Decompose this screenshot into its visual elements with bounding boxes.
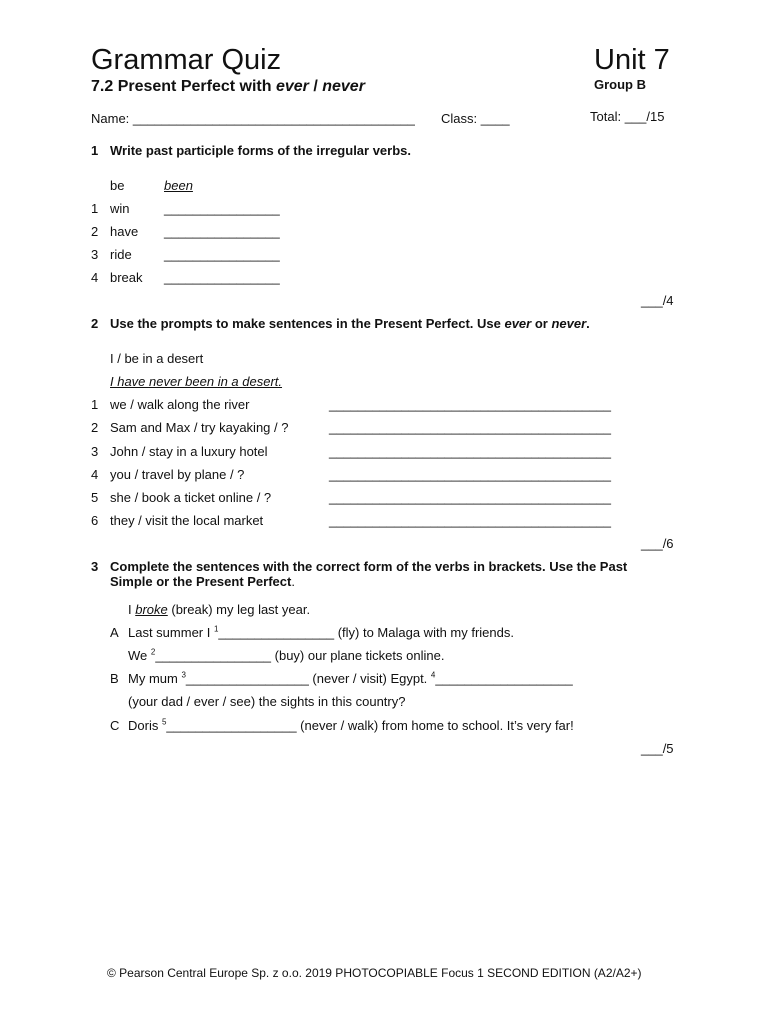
section1-instruction: Write past participle forms of the irregular verbs.: [110, 143, 412, 158]
section1-answer-field[interactable]: ________________: [164, 201, 280, 216]
section3-gap-2[interactable]: ________________ (buy) our plane tickets online.: [155, 648, 445, 663]
section3-gap-4[interactable]: ___________________: [435, 671, 573, 686]
name-field[interactable]: _______________________________________: [132, 111, 415, 126]
gap-number-3: 3: [181, 670, 186, 680]
section1-answer-field[interactable]: ________________: [164, 224, 280, 239]
section1-score[interactable]: ___/4: [641, 293, 674, 308]
section2-item-prompt: she / book a ticket online / ?: [110, 490, 272, 505]
section1-example-verb: be: [110, 178, 125, 193]
section2-answer-field[interactable]: _______________________________________: [329, 490, 611, 505]
section2-item-num: 5: [91, 490, 99, 505]
gap-number-2: 2: [150, 647, 156, 657]
section3-line-b2: (your dad / ever / see) the sights in this country?: [128, 694, 406, 709]
total-line: [590, 109, 664, 124]
section3-instruction-end: .: [291, 574, 295, 589]
section1-item-num: 2: [91, 224, 99, 239]
section3-a2-start: We: [128, 648, 151, 663]
section3-example-end: (break) my leg last year.: [167, 602, 311, 617]
quiz-title: Grammar Quiz: [91, 44, 282, 76]
section1-item-verb: have: [110, 224, 139, 239]
gap-number-4: 4: [430, 670, 436, 680]
section2-item-num: 4: [91, 467, 99, 482]
section3-instruction-line2: [110, 574, 295, 589]
section2-item-prompt: Sam and Max / try kayaking / ?: [110, 420, 289, 435]
section3-line-c: [128, 718, 574, 733]
section1-item-verb: win: [110, 201, 130, 216]
section2-answer-field[interactable]: _______________________________________: [329, 444, 611, 459]
section1-example-answer: been: [164, 178, 193, 193]
section2-answer-field[interactable]: _______________________________________: [329, 397, 611, 412]
section3-instruction-bold: Simple or the Present Perfect: [110, 574, 292, 589]
section3-example-start: I: [128, 602, 136, 617]
section1-item-num: 4: [91, 270, 99, 285]
section1-answer-field[interactable]: ________________: [164, 270, 280, 285]
section3-label-c: C: [110, 718, 120, 733]
section2-item-num: 6: [91, 513, 99, 528]
section3-example: [128, 602, 310, 617]
section3-gap-3[interactable]: _________________ (never / visit) Egypt.: [185, 671, 431, 686]
section3-c-start: Doris: [128, 718, 162, 733]
gap-number-1: 1: [213, 624, 219, 634]
section2-item-num: 1: [91, 397, 99, 412]
section2-instruction-text: Use the prompts to make sentences in the Present Perfect. Use: [110, 316, 505, 331]
section1-item-verb: break: [110, 270, 143, 285]
class-line: [441, 111, 510, 126]
section3-number: 3: [91, 559, 99, 574]
section2-item-num: 3: [91, 444, 99, 459]
subtitle-prefix: 7.2 Present Perfect with: [91, 78, 276, 95]
section2-answer-field[interactable]: _______________________________________: [329, 513, 611, 528]
quiz-subtitle: [91, 78, 365, 96]
section3-example-answer: broke: [135, 602, 168, 617]
section2-item-prompt: John / stay in a luxury hotel: [110, 444, 268, 459]
subtitle-never: never: [322, 78, 365, 95]
section2-answer-field[interactable]: _______________________________________: [329, 467, 611, 482]
total-score[interactable]: ___/15: [624, 109, 665, 124]
section3-instruction-line1: Complete the sentences with the correct form of the verbs in brackets. Use the Past: [110, 559, 628, 574]
name-label: Name:: [91, 111, 133, 126]
section2-instruction-never: never: [551, 316, 587, 331]
subtitle-ever: ever: [275, 78, 309, 95]
name-line: [91, 111, 415, 126]
section2-item-prompt: you / travel by plane / ?: [110, 467, 245, 482]
section2-instruction-or: or: [531, 316, 552, 331]
section1-item-verb: ride: [110, 247, 132, 262]
section2-item-prompt: they / visit the local market: [110, 513, 264, 528]
section3-label-a: A: [110, 625, 119, 640]
section3-a1-start: Last summer I: [128, 625, 214, 640]
section3-line-a1: [128, 625, 514, 640]
section2-example-answer: I have never been in a desert.: [110, 374, 283, 389]
class-label: Class:: [441, 111, 481, 126]
section2-answer-field[interactable]: _______________________________________: [329, 420, 611, 435]
section1-answer-field[interactable]: ________________: [164, 247, 280, 262]
section1-item-num: 1: [91, 201, 99, 216]
section2-score[interactable]: ___/6: [641, 536, 674, 551]
section3-gap-1[interactable]: ________________ (fly) to Malaga with my friends.: [218, 625, 514, 640]
unit-label: Unit 7: [594, 44, 670, 76]
section2-instruction-ever: ever: [504, 316, 532, 331]
section2-example-prompt: I / be in a desert: [110, 351, 204, 366]
footer-copyright: © Pearson Central Europe Sp. z o.o. 2019 PHOTOCOPIABLE Focus 1 SECOND EDITION (A2/A2+): [107, 966, 642, 980]
section3-score[interactable]: ___/5: [641, 741, 674, 756]
section2-item-prompt: we / walk along the river: [110, 397, 250, 412]
section1-number: 1: [91, 143, 99, 158]
total-label: Total:: [590, 109, 625, 124]
section2-instruction: [110, 316, 590, 331]
section2-instruction-end: .: [586, 316, 590, 331]
section3-b1-start: My mum: [128, 671, 182, 686]
section3-gap-5[interactable]: __________________ (never / walk) from home to school. It’s very far!: [166, 718, 574, 733]
gap-number-5: 5: [161, 717, 167, 727]
section2-number: 2: [91, 316, 99, 331]
subtitle-slash: /: [308, 78, 323, 95]
section3-line-b1: [128, 671, 573, 686]
section3-line-a2: [128, 648, 444, 663]
section1-item-num: 3: [91, 247, 99, 262]
section3-label-b: B: [110, 671, 119, 686]
section2-item-num: 2: [91, 420, 99, 435]
class-field[interactable]: ____: [480, 111, 510, 126]
group-label: Group B: [594, 77, 646, 92]
